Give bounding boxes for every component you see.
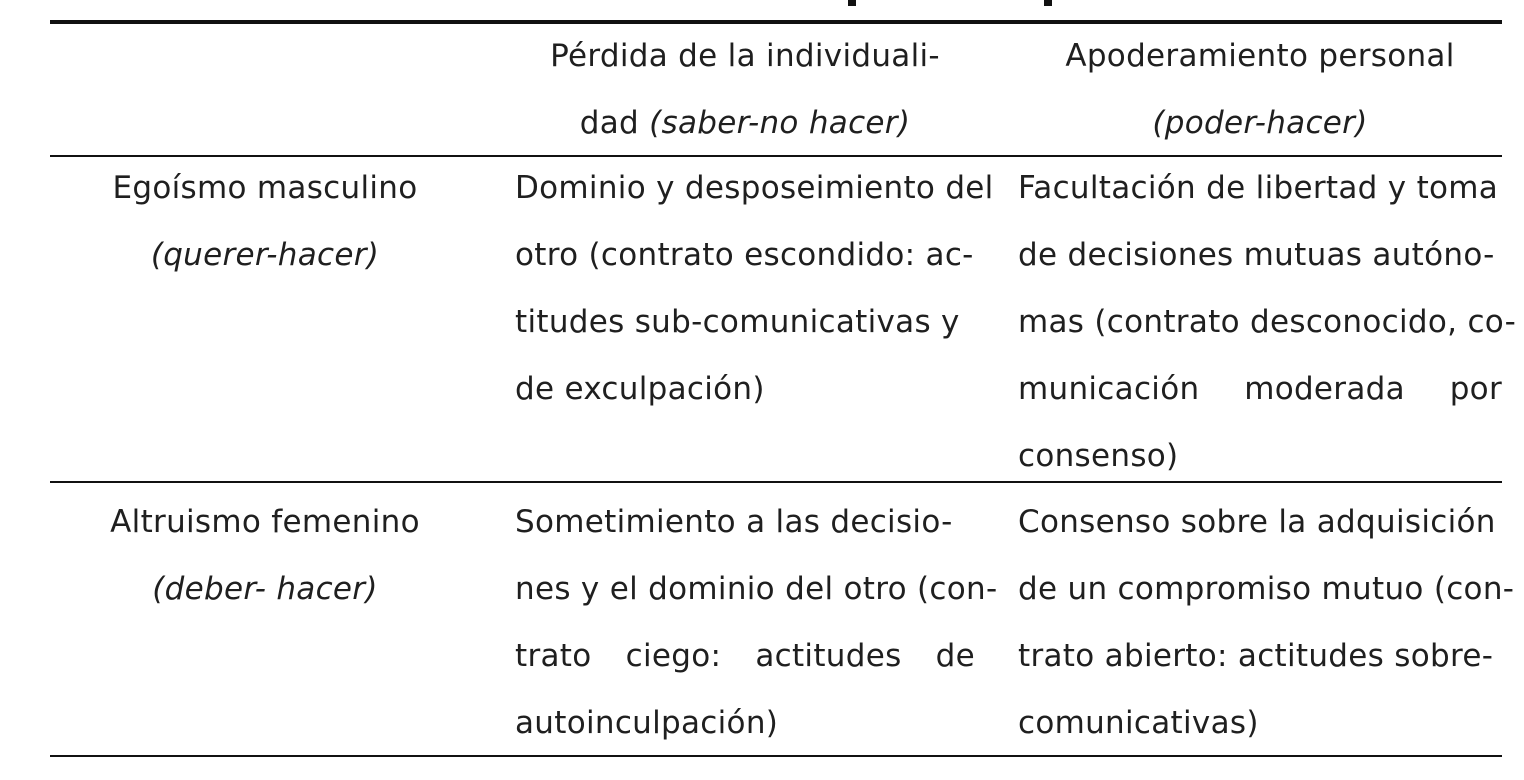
- header-text: Pérdida de la individuali-: [550, 38, 940, 74]
- cell-text-line: autoinculpación): [515, 705, 779, 741]
- cell-text-line: Dominio y desposeimiento del: [515, 170, 994, 206]
- cell-text-line: de un compromiso mutuo (con-: [1018, 571, 1515, 607]
- row-label-italic: (deber- hacer): [152, 571, 378, 607]
- header-text-plain: dad: [579, 105, 650, 141]
- cell-text-line: comunicativas): [1018, 705, 1259, 741]
- cropped-text-fragment: [848, 0, 856, 6]
- header-cell-personal-empowerment: [1018, 23, 1502, 157]
- row-label-masculine-egoism: [50, 155, 480, 289]
- cell-text-line: nes y el dominio del otro (con-: [515, 571, 998, 607]
- cell-text-line: Consenso sobre la adquisición: [1018, 504, 1496, 540]
- cropped-text-fragment: [1044, 0, 1052, 6]
- cell-text-line: consenso): [1018, 438, 1179, 474]
- header-text: [515, 90, 975, 157]
- cell-submission: [515, 489, 998, 757]
- cell-freedom-empowerment: [1018, 155, 1517, 490]
- header-cell-individuality-loss: [515, 23, 975, 157]
- cell-text-line: de decisiones mutuas autóno-: [1018, 237, 1495, 273]
- header-text-italic: (poder-hacer): [1152, 105, 1368, 141]
- cell-text-line: Facultación de libertad y toma: [1018, 170, 1499, 206]
- row-label-text: Egoísmo masculino: [112, 170, 418, 206]
- cell-text-line: otro (contrato escondido: ac-: [515, 237, 974, 273]
- header-text: Apoderamiento personal: [1065, 38, 1455, 74]
- row-label-italic: (querer-hacer): [150, 237, 380, 273]
- cell-domination: [515, 155, 994, 423]
- cell-text-line: Sometimiento a las decisio-: [515, 504, 953, 540]
- cell-text-line: mas (contrato desconocido, co-: [1018, 304, 1517, 340]
- cell-mutual-commitment: [1018, 489, 1515, 757]
- cell-text-line: trato abierto: actitudes sobre-: [1018, 638, 1494, 674]
- row-label-text: Altruismo femenino: [110, 504, 420, 540]
- cell-text-line: de exculpación): [515, 371, 765, 407]
- cell-text-line: municación moderada por: [1018, 371, 1502, 407]
- cell-text-line: titudes sub-comunicativas y: [515, 304, 960, 340]
- row-label-feminine-altruism: [50, 489, 480, 623]
- header-text-italic: (saber-no hacer): [649, 105, 911, 141]
- cell-text-line: trato ciego: actitudes de: [515, 638, 975, 674]
